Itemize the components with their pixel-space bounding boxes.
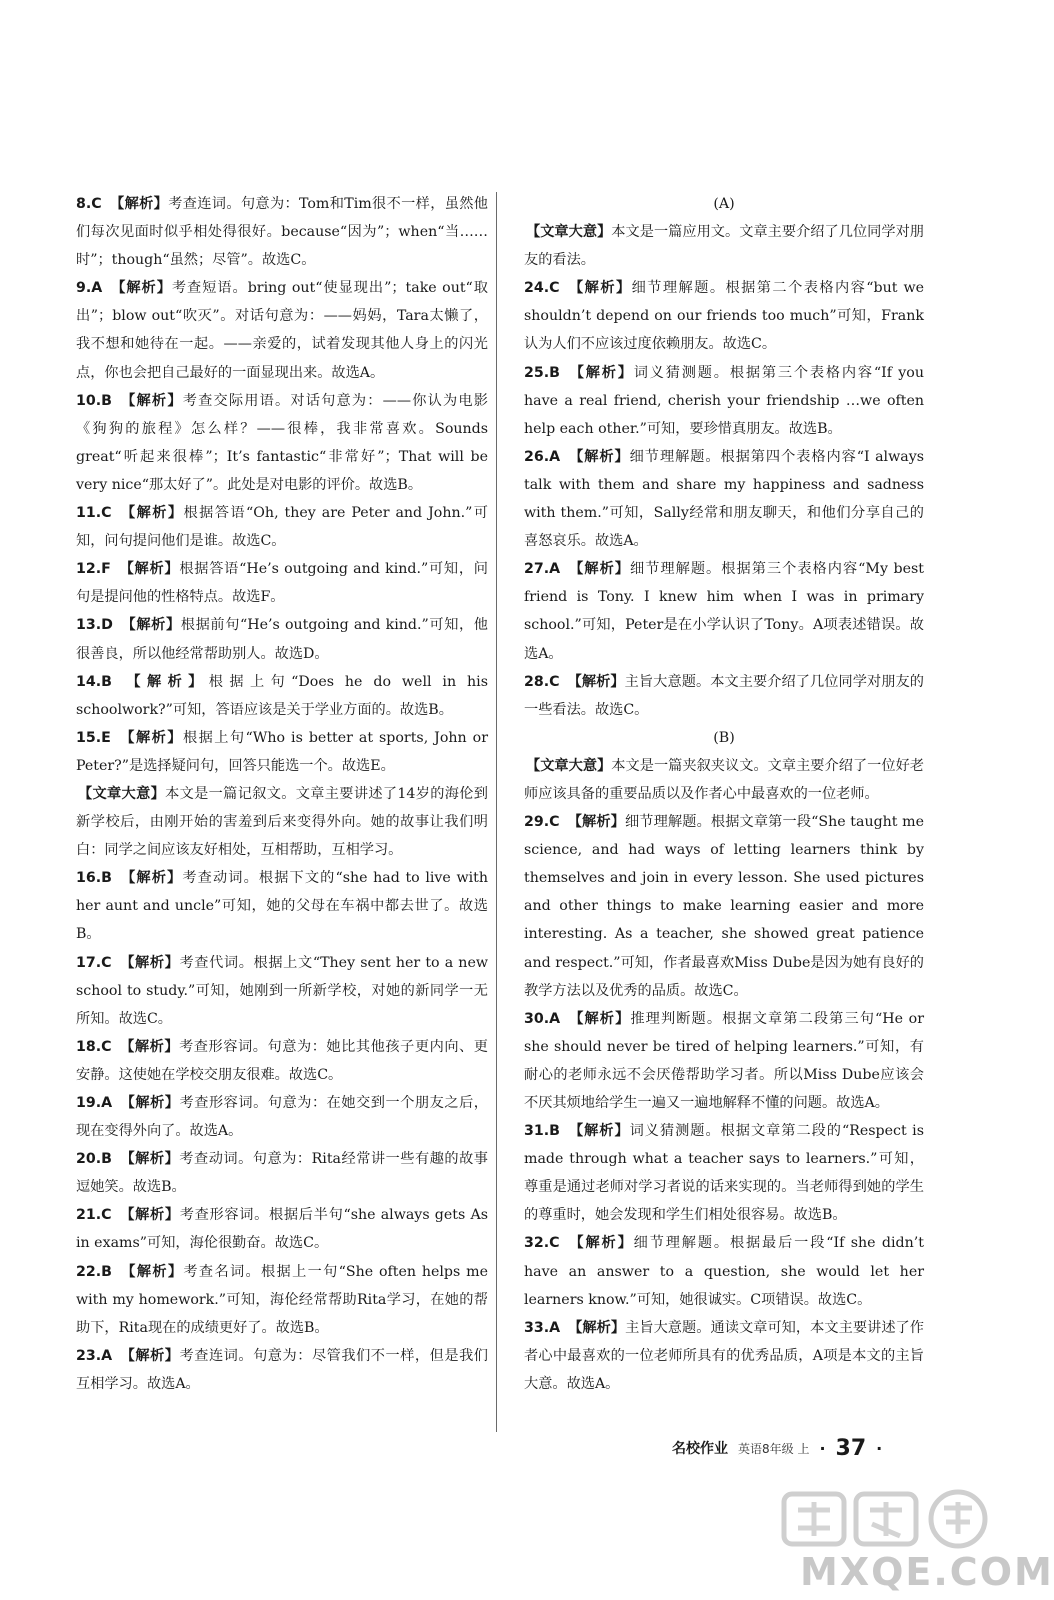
analysis-text: 考查动词。根据下文的“she had to live with her aunt and uncle”可知，她的父母在车祸中都去世了。故选B。: [76, 870, 488, 943]
analysis-tag: 【解析】: [567, 1123, 630, 1140]
analysis-tag: 【解析】: [119, 1263, 184, 1280]
section-heading: (B): [713, 729, 735, 746]
question-number: 22.: [76, 1263, 102, 1280]
left-column: [76, 190, 488, 1398]
question-number: 12.: [76, 561, 102, 578]
analysis-tag: 【解析】: [109, 196, 169, 212]
analysis-text: 词义猜测题。根据文章第二段的“Respect is made through what a teacher says to learners.”可知，尊重是通过老师对学习者说的话来实现的。当老师得到她的学生的尊重时，她会发现和学生们相处很容易。故选B。: [524, 1123, 924, 1224]
analysis-text: 主旨大意题。通读文章可知，本文主要讲述了作者心中最喜欢的一位老师所具有的优秀品质，A项是本文的主旨大意。故选A。: [524, 1319, 924, 1392]
analysis-tag: 【解析】: [567, 1235, 634, 1252]
analysis-text: 考查交际用语。对话句意为：——你认为电影《狗狗的旅程》怎么样？——很棒，我非常喜欢。Sounds great“听起来很棒”；It’s fantastic“非常好”；That will be very nice“那太好了”。此处是对电影的评价。故选B。: [76, 392, 488, 493]
question-number: 23.: [76, 1347, 102, 1364]
summary-text: 本文是一篇夹叙夹议文。文章主要介绍了一位好老师应该具备的重要品质以及作者心中最喜欢的一位老师。: [524, 757, 924, 802]
analysis-tag: 【解析】: [567, 814, 625, 831]
answer-letter: B: [101, 673, 112, 690]
answer-letter: C: [101, 1207, 112, 1224]
answer-entry: [524, 555, 924, 667]
answer-letter: C: [101, 505, 112, 522]
page-number: 37: [835, 1435, 867, 1461]
analysis-tag: 【解析】: [119, 870, 183, 887]
question-number: 26.: [524, 448, 550, 465]
summary-text: 本文是一篇应用文。文章主要介绍了几位同学对朋友的看法。: [524, 224, 924, 269]
analysis-text: 考查短语。bring out“使显现出”；take out“取出”；blow out“吹灭”。对话句意为：——妈妈，Tara太懒了，我不想和她待在一起。——亲爱的，试着发现其他人身上的闪光点，你也会把自己最好的一面显现出来。故选A。: [76, 280, 488, 381]
answer-letter: A: [549, 448, 561, 465]
question-number: 24.: [524, 280, 550, 297]
article-summary: [76, 780, 488, 864]
answer-entry: [524, 808, 924, 1005]
analysis-tag: 【解析】: [568, 448, 630, 465]
analysis-tag: 【解析】: [119, 505, 184, 522]
answer-entry: [76, 611, 488, 667]
answer-entry: [76, 499, 488, 555]
answer-letter: B: [101, 1263, 112, 1280]
answer-letter: C: [549, 280, 560, 297]
answer-entry: [76, 1201, 488, 1257]
question-number: 31.: [524, 1123, 550, 1140]
answer-letter: A: [101, 1347, 113, 1364]
question-number: 20.: [76, 1151, 102, 1168]
question-number: 18.: [76, 1038, 102, 1055]
answer-entry: [76, 190, 488, 274]
analysis-tag: 【解析】: [119, 1151, 180, 1168]
analysis-tag: 【解析】: [119, 1038, 180, 1055]
analysis-tag: 【解析】: [119, 954, 180, 971]
answer-entry: [76, 1145, 488, 1201]
analysis-text: 推理判断题。根据文章第二段第三句“He or she should never be tired of helping learners.”可知，有耐心的老师永远不会厌倦帮助学习者。所以Miss Dube应该会不厌其烦地给学生一遍又一遍地解释不懂的问题。故选A。: [524, 1010, 924, 1111]
answer-letter: A: [549, 1010, 561, 1027]
analysis-text: 考查形容词。句意为：她比其他孩子更内向、更安静。这使她在学校交朋友很难。故选C。: [76, 1038, 488, 1083]
question-number: 28.: [524, 673, 550, 690]
question-number: 33.: [524, 1319, 550, 1336]
answer-entry: [524, 359, 924, 443]
watermark-url: MXQE.COM: [800, 1550, 1054, 1594]
analysis-tag: 【解析】: [120, 1347, 180, 1364]
answer-letter: F: [101, 561, 111, 578]
answer-entry: [76, 274, 488, 386]
article-summary: [524, 752, 924, 808]
page-footer: [672, 1430, 932, 1466]
analysis-tag: 【解析】: [110, 280, 172, 297]
analysis-text: 细节理解题。根据第三个表格内容“My best friend is Tony. I knew him when I was in primary school.”可知，Peter是在小学认识了Tony。A项表述错误。故选A。: [524, 561, 924, 662]
question-number: 11.: [76, 505, 102, 522]
right-column: [524, 190, 924, 1398]
analysis-text: 考查名词。根据上一句“She often helps me with my homework.”可知，海伦经常帮助Rita学习，在她的帮助下，Rita现在的成绩更好了。故选B。: [76, 1263, 488, 1336]
analysis-text: 细节理解题。根据文章第一段“She taught me science, and had ways of letting learners think by themselves and join in every lesson. She used pictures and other things to make learning easier and more interesting. As a teacher, she showed great patience and respect.”可知，作者最喜欢Miss Dube是因为她有良好的教学方法以及优秀的品质。故选C。: [524, 814, 924, 999]
question-number: 21.: [76, 1207, 102, 1224]
answer-letter: A: [91, 280, 103, 297]
analysis-tag: 【解析】: [568, 1010, 631, 1027]
question-number: 14.: [76, 673, 102, 690]
answer-entry: [524, 443, 924, 555]
question-number: 8.: [76, 196, 92, 212]
analysis-text: 根据答语“He’s outgoing and kind.”可知，问句是提问他的性格特点。故选F。: [76, 561, 488, 606]
analysis-text: 考查形容词。根据后半句“she always gets As in exams”可知，海伦很勤奋。故选C。: [76, 1207, 488, 1252]
analysis-text: 考查连词。句意为：Tom和Tim很不一样，虽然他们每次见面时似乎相处得很好。because“因为”；when“当……时”；though“虽然；尽管”。故选C。: [76, 196, 488, 269]
answer-letter: A: [101, 1095, 113, 1111]
answer-letter: A: [549, 561, 561, 578]
analysis-text: 根据前句“He’s outgoing and kind.”可知，他很善良，所以他经常帮助别人。故选D。: [76, 617, 488, 662]
question-number: 16.: [76, 870, 102, 887]
analysis-tag: 【解析】: [567, 673, 625, 690]
question-number: 10.: [76, 392, 102, 409]
summary-tag: 【文章大意】: [78, 785, 166, 802]
answer-letter: C: [549, 673, 560, 690]
answer-entry: [76, 1258, 488, 1342]
section-heading: (A): [713, 196, 735, 212]
question-number: 29.: [524, 814, 550, 831]
answer-entry: [524, 1005, 924, 1117]
answer-entry: [524, 1229, 924, 1313]
analysis-text: 主旨大意题。本文主要介绍了几位同学对朋友的一些看法。故选C。: [524, 673, 924, 718]
analysis-text: 细节理解题。根据最后一段“If she didn’t have an answer to a question, she would let her learners know.”可知，她很诚实。C项错误。故选C。: [524, 1235, 924, 1308]
column-divider: [496, 192, 497, 1432]
answer-letter: A: [549, 1319, 561, 1336]
answer-letter: B: [101, 870, 112, 887]
analysis-tag: 【解析】: [119, 673, 209, 690]
analysis-tag: 【解析】: [567, 280, 632, 297]
answer-letter: B: [549, 1123, 560, 1140]
answer-entry: [76, 864, 488, 948]
analysis-tag: 【解析】: [118, 561, 180, 578]
analysis-text: 考查动词。句意为：Rita经常讲一些有趣的故事逗她笑。故选B。: [76, 1151, 488, 1196]
question-number: 27.: [524, 561, 550, 578]
answer-letter: C: [549, 814, 560, 831]
answer-entry: [76, 1089, 488, 1145]
answer-letter: E: [101, 729, 111, 746]
analysis-tag: 【解析】: [119, 392, 183, 409]
question-number: 32.: [524, 1235, 550, 1252]
question-number: 19.: [76, 1095, 102, 1111]
answer-letter: C: [101, 1038, 112, 1055]
analysis-text: 根据上句“Does he do well in his schoolwork?”可知，答语应该是关于学业方面的。故选B。: [76, 673, 488, 718]
footer-school: 名校作业: [672, 1441, 728, 1457]
answer-letter: B: [101, 1151, 112, 1168]
question-number: 25.: [524, 364, 550, 381]
analysis-tag: 【解析】: [120, 617, 181, 634]
question-number: 17.: [76, 954, 102, 971]
answer-letter: D: [101, 617, 113, 634]
summary-tag: 【文章大意】: [526, 757, 612, 774]
answer-entry: [524, 668, 924, 724]
answer-entry: [76, 668, 488, 724]
summary-tag: 【文章大意】: [526, 224, 612, 241]
question-number: 9.: [76, 280, 92, 297]
analysis-tag: 【解析】: [118, 729, 183, 746]
answer-entry: [524, 274, 924, 358]
analysis-text: 考查代词。根据上文“They sent her to a new school to study.”可知，她刚到一所新学校，对她的新同学一无所知。故选C。: [76, 954, 488, 1027]
answer-letter: B: [101, 392, 112, 409]
answer-entry: [76, 1342, 488, 1398]
analysis-text: 细节理解题。根据第二个表格内容“but we shouldn’t depend on our friends too much”可知，Frank认为人们不应该过度依赖朋友。故选C。: [524, 280, 924, 353]
analysis-text: 考查形容词。句意为：在她交到一个朋友之后，现在变得外向了。故选A。: [76, 1095, 488, 1140]
answer-letter: B: [549, 364, 560, 381]
question-number: 13.: [76, 617, 102, 634]
answer-letter: C: [91, 196, 102, 212]
answer-entry: [524, 1314, 924, 1398]
watermark-logo-icon: [780, 1488, 994, 1550]
answer-letter: C: [101, 954, 112, 971]
article-summary: [524, 218, 924, 274]
summary-text: 本文是一篇记叙文。文章主要讲述了14岁的海伦到新学校后，由刚开始的害羞到后来变得外向。她的故事让我们明白：同学之间应该友好相处，互相帮助，互相学习。: [76, 785, 488, 859]
analysis-text: 根据上句“Who is better at sports, John or Peter?”是选择疑问句，回答只能选一个。故选E。: [76, 729, 488, 774]
footer-subject: 英语8年级 上: [738, 1441, 810, 1456]
answer-entry: [76, 387, 488, 499]
answer-entry: [76, 724, 488, 780]
answer-entry: [524, 1117, 924, 1229]
footer-dot-left: ·: [819, 1438, 826, 1458]
analysis-tag: 【解析】: [120, 1095, 180, 1111]
analysis-text: 词义猜测题。根据第三个表格内容“If you have a real friend, cherish your friendship …we often help each other.”可知，要珍惜真朋友。故选B。: [524, 364, 924, 437]
analysis-tag: 【解析】: [568, 1319, 626, 1336]
answer-letter: C: [549, 1235, 560, 1252]
analysis-text: 细节理解题。根据第四个表格内容“I always talk with them and share my happiness and sadness with them.”可知，Sally经常和朋友聊天，和他们分享自己的喜怒哀乐。故选A。: [524, 448, 924, 550]
question-number: 15.: [76, 729, 102, 746]
analysis-tag: 【解析】: [119, 1207, 180, 1224]
analysis-tag: 【解析】: [568, 561, 630, 578]
question-number: 30.: [524, 1010, 550, 1027]
analysis-text: 根据答语“Oh, they are Peter and John.”可知，问句提问他们是谁。故选C。: [76, 505, 488, 550]
watermark: [780, 1488, 1054, 1596]
answer-entry: [76, 949, 488, 1033]
analysis-text: 考查连词。句意为：尽管我们不一样，但是我们互相学习。故选A。: [76, 1347, 488, 1392]
footer-dot-right: ·: [876, 1438, 883, 1458]
answer-entry: [76, 1033, 488, 1089]
analysis-tag: 【解析】: [567, 364, 634, 381]
answer-entry: [76, 555, 488, 611]
